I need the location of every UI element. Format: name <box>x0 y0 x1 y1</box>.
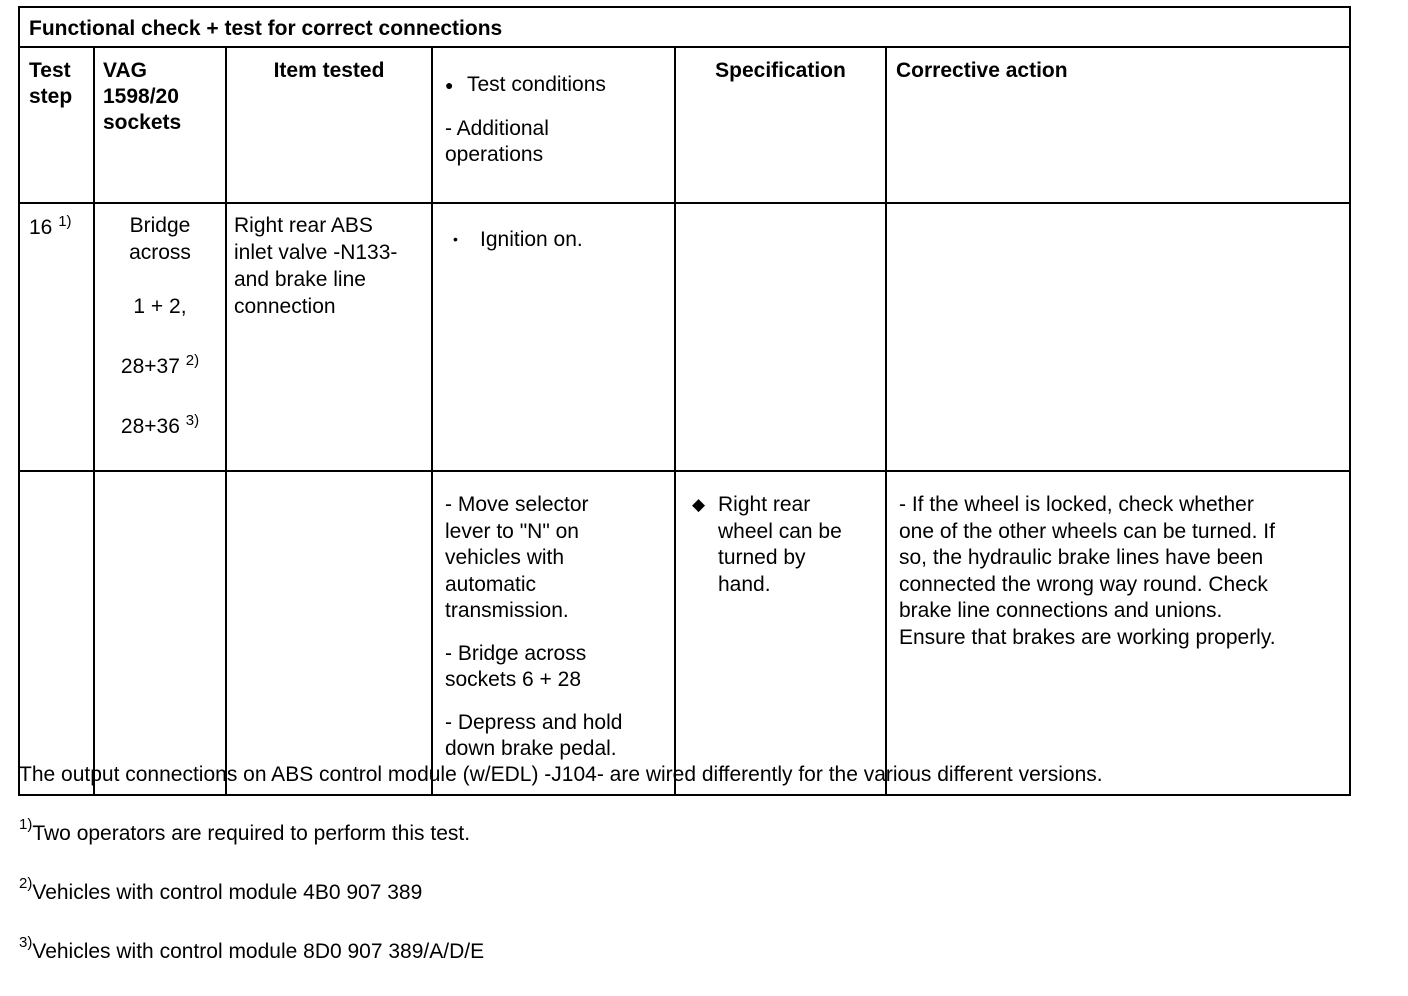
step-cell-empty <box>19 471 94 795</box>
header-corrective-action: Corrective action <box>886 47 1350 203</box>
test-table <box>18 6 1351 796</box>
item-cell-empty <box>226 471 432 795</box>
specification-cell: ◆ Right rear wheel can be turned by hand. <box>675 471 886 795</box>
item-cell: Right rear ABS inlet valve -N133- and brake line connection <box>226 203 432 471</box>
intro-note: The output connections on ABS control module (w/EDL) -J104- are wired differently for the various different versions. <box>19 763 1103 786</box>
header-vag-sockets: VAG 1598/20 sockets <box>94 47 226 203</box>
spec-cell-empty <box>675 203 886 471</box>
operations-cell: - Move selector lever to "N" on vehicles with automatic transmission. - Bridge across sockets 6 + 28 - Depress and hold down brake pedal. <box>432 471 675 795</box>
step-cell: 16 $^{1)}$ <box>19 203 94 471</box>
sockets-cell: Bridge across 1 + 2, 28+37 $^{2)}$ 28+36 $^{3)}$ <box>94 203 226 471</box>
diamond-bullet-icon: ◆ <box>692 495 706 514</box>
table-row <box>19 471 1350 795</box>
table-title: Functional check + test for correct connections <box>19 7 1350 47</box>
header-test-conditions: ● Test conditions - Additional operations <box>432 47 675 203</box>
footnote-2: $^{2)}$Vehicles with control module 4B0 907 389 <box>19 875 423 904</box>
header-row <box>19 47 1350 203</box>
bullet-icon: • <box>453 231 458 247</box>
bullet-icon: ● <box>445 77 454 93</box>
action-cell-empty <box>886 203 1350 471</box>
header-test-step: Test step <box>19 47 94 203</box>
condition-cell: • Ignition on. <box>432 203 675 471</box>
header-item-tested: Item tested <box>226 47 432 203</box>
corrective-action-cell: - If the wheel is locked, check whether one of the other wheels can be turned. If so, the hydraulic brake lines have been connected the wrong way round. Check brake line connections and unions. Ensure that brakes are working properly. <box>886 471 1350 795</box>
table-row <box>19 203 1350 471</box>
footnote-3: $^{3)}$Vehicles with control module 8D0 907 389/A/D/E <box>19 934 485 963</box>
sockets-cell-empty <box>94 471 226 795</box>
footnote-1: $^{1)}$Two operators are required to perform this test. <box>19 816 471 845</box>
header-specification: Specification <box>675 47 886 203</box>
